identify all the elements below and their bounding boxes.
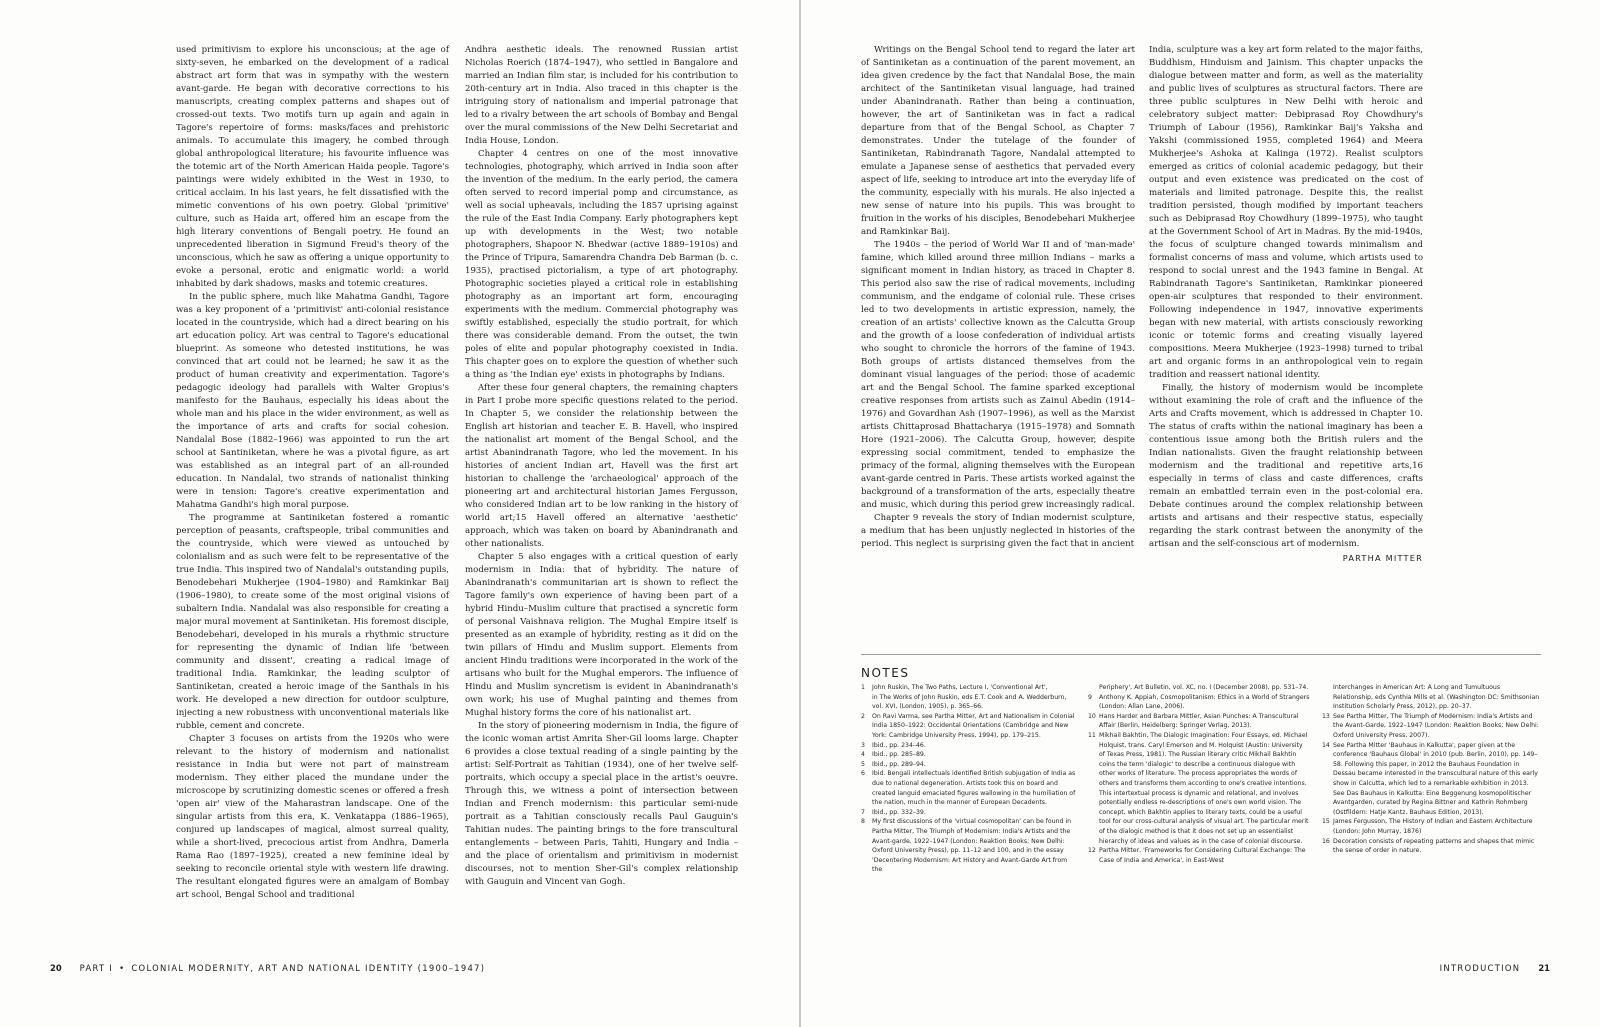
left-page-column-1 <box>176 44 449 902</box>
page-number: 20 <box>50 963 62 973</box>
paragraph: Chapter 5 also engages with a critical question of early modernism in India: that of hybridity. The nature of Abanindranath's communitarian art is shown to reflect the Tagore family's own experience of having been part of a hybrid Hindu–Muslim culture that practised a syncretic form of personal Vaishnava religion. The Mughal Empire itself is presented as an example of hybridity, resting as it did on the twin pillars of Hindu and Muslim support. Elements from ancient Hindu traditions were incorporated in the work of the artisans who built for the Mughal emperors. The influence of Hindu and Muslim syncretism is evident in Abanindranath's own work; his use of Mughal painting and themes from Mughal history forms the core of his nationalist art. <box>465 552 738 718</box>
paragraph: In the story of pioneering modernism in India, the figure of the iconic woman artist Amrita Sher-Gil looms large. Chapter 6 provides a close textual reading of a single painting by the artist: Self-Portrait as Tahitian (1934), one of her twelve self-portraits, which occupy a special place in the artist's oeuvre. Through this, we witness a point of intersection between Indian and French modernism: this particular semi-nude portrait as a Tahitian consciously recalls Paul Gauguin's Tahitian nudes. The painting brings to the fore transcultural entanglements – between Paris, Tahiti, Hungary and India – and the place of orientalism and primitivism in modernist discourses, not to mention Sher-Gil's complex relationship with Gauguin and Vincent van Gogh. <box>465 721 738 887</box>
note-item: 15 James Fergusson, The History of Indian and Eastern Architecture (London: John Murray, 1876) <box>1322 818 1533 835</box>
note-item: 13 See Partha Mitter, The Triumph of Modernism: India's Artists and the Avant-Garde, 1922–1947 (London: Reaktion Books; New Delhi: Oxford University Press, 2007). <box>1322 712 1539 739</box>
paragraph: Andhra aesthetic ideals. The renowned Russian artist Nicholas Roerich (1874–1947), who settled in Bangalore and married an Indian film star, is included for his contribution to 20th-century art in India. Also traced in this chapter is the intriguing story of nationalism and imperial patronage that led to a rivalry between the art schools of Bombay and Bengal over the mural commissions of the New Delhi Secretariat and India House, London. <box>465 45 738 146</box>
author-signature: PARTHA MITTER <box>1342 553 1423 563</box>
note-item: in The Works of John Ruskin, eds E.T. Cook and A. Wedderburn, vol. XVI, (London, 1905), p. 365–66. <box>872 693 1067 711</box>
paragraph: used primitivism to explore his unconscious; at the age of sixty-seven, he embarked on the development of a radical abstract art form that was in sympathy with the western avant-garde. He began with decorative corrections to his manuscripts, creating complex patterns and shapes out of crossed-out texts. Two motifs turn up again and again in Tagore's repertoire of forms: masks/faces and prehistoric animals. To accumulate this imagery, he combed through global anthropological literature; his favourite influence was the totemic art of the North American Haida people. Tagore's paintings were widely exhibited in the West in 1930, to critical acclaim. In his last years, he felt dissatisfied with the mimetic conventions of his own poetry. Global 'primitive' culture, such as Haida art, offered him an escape from the high literary conventions of Bengali poetry. He found an unprecedented liberation in Sigmund Freud's theory of the unconscious, which he saw as offering a unique opportunity to evoke a personal, erotic and enigmatic world: a world inhabited by dark shadows, masks and totemic creatures. <box>176 45 450 289</box>
paragraph: Finally, the history of modernism would be incomplete without examining the role of craft and the influence of the Arts and Crafts movement, which is addressed in Chapter 10. The status of crafts within the national imaginary has been a contentious issue among both the British rulers and the Indian nationalists. Given the fraught relationship between modernism and the traditional and repetitive arts,16 especially in terms of class and caste differences, crafts remain an embattled terrain even in the post-colonial era. Debate continues around the complex relationship between artists and artisans and their respective status, especially regarding the stark contrast between the anonymity of the artisan and the self-conscious art of modernism. <box>1149 383 1423 549</box>
notes-column-2 <box>1088 683 1310 865</box>
paragraph: The programme at Santiniketan fostered a romantic perception of peasants, craftspeople, tribal communities and the countryside, which were viewed as untouched by colonialism and as such were felt to be representative of the true India. This inspired two of Nandalal's outstanding pupils, Benodebehari Mukherjee (1904–1980) and Ramkinkar Baij (1906–1980), to create some of the most original visions of subaltern India. Nandalal was also responsible for creating a major mural movement at Santiniketan. His foremost disciple, Benodebehari, developed in his murals a rhythmic structure for representing the dynamic of Indian life 'between community and dissent', creating a radical image of traditional India. Ramkinkar, the leading sculptor of Santiniketan, created a heroic image of the Santhals in his work. He developed a new direction for outdoor sculpture, injecting a new robustness with unconventional materials like rubble, cement and concrete. <box>176 513 449 731</box>
page-number: 21 <box>1538 963 1550 973</box>
right-folio <box>1440 963 1550 973</box>
paragraph: The 1940s – the period of World War II and of 'man-made' famine, which killed around three million Indians – marks a significant moment in Indian history, as traced in Chapter 8. This period also saw the rise of radical movements, including communism, and the endgame of colonial rule. These crises led to two developments in artistic expression, namely, the creation of an artists' collective known as the Calcutta Group and the growth of a loose confederation of individual artists who sought to chronicle the horrors of the famine of 1943. Both groups of artists distanced themselves from the dominant visual languages of the period: those of academic art and the Bengal School. The famine sparked exceptional creative responses from artists such as Zainul Abedin (1914–1976) and Govardhan Ash (1907–1996), as well as the Marxist artists Chittaprosad Bhattacharya (1915–1978) and Somnath Hore (1921–2006). The Calcutta Group, however, despite expressing social commitment, tended to emphasize the primacy of the formal, aligning themselves with the European avant-garde centred in Paris. These artists worked against the background of a transformation of the arts, especially theatre and music, which during this period grew increasingly radical. <box>861 240 1135 510</box>
note-item: 10 Hans Harder and Barbara Mittler, Asian Punches: A Transcultural Affair (Berlin, Heidelberg: Springer Verlag, 2013). <box>1088 712 1299 730</box>
note-item: Interchanges in American Art: A Long and Tumultuous Relationship, eds Cynthia Mills et al. (Washington DC: Smithsonian Institution Scholarly Press, 2012), pp. 20–37. <box>1333 684 1540 711</box>
note-item: 6 Ibid. Bengali intellectuals identified British subjugation of India as due to national degeneration. Artists took this on board and created languid emaciated figures wallowing in the humiliation of the nation, much in the manner of European Decadents. <box>861 770 1076 807</box>
note-item: 2 On Ravi Varma, see Partha Mitter, Art and Nationalism in Colonial India 1850–1922: Occidental Orientations (Cambridge and New York: Cambridge University Press, 1994), pp. 179–215. <box>861 712 1075 739</box>
left-folio <box>50 963 485 973</box>
note-item: 8 My first discussions of the 'virtual cosmopolitan' can be found in Partha Mitter, The Triumph of Modernism: India's Artists and the Avant-garde, 1922–1947 (London: Reaktion Books; New Delhi: Oxford University Press), pp. 11–12 and 100, and in the essay 'Decentering Modernism: Art History and Avant-Garde Art from the <box>861 818 1072 874</box>
note-item: 5 Ibid., pp. 289–94. <box>861 760 926 768</box>
note-item: 14 See Partha Mitter 'Bauhaus in Kalkutta', paper given at the conference 'Bauhaus Global' in 2010 (pub. Berlin, 2010), pp. 149–58. Following this paper, in 2012 the Bauhaus Foundation in Dessau became interested in the transcultural nature of this early show in Calcutta, which led to a remarkable exhibition in 2013. See Das Bauhaus in Kalkutta: Eine Beggenung kosmopolitischer Avantgarden, curated by Regina Bittner and Kathrin Rohmberg (Ostfildern: Hatje Kantz, Bauhaus Edition, 2013). <box>1322 741 1538 816</box>
note-item: 9 Anthony K. Appiah, Cosmopolitanism: Ethics in a World of Strangers (London: Allan Lane, 2006). <box>1088 693 1310 711</box>
note-item: 16 Decoration consists of repeating patterns and shapes that mimic the sense of order in nature. <box>1322 837 1535 855</box>
note-item: 3 Ibid., pp. 234–46. <box>861 741 926 749</box>
left-page <box>0 0 799 1027</box>
running-head-part: PART I <box>79 963 114 973</box>
note-item: 12 Partha Mitter, 'Frameworks for Considering Cultural Exchange: The Case of India and America', in East-West <box>1088 847 1306 864</box>
right-page-column-1 <box>861 44 1135 551</box>
note-item: 11 Mikhail Bakhtin, The Dialogic Imagination: Four Essays, ed. Michael Holquist, trans. Caryl Emerson and M. Holquist (Austin: University of Texas Press, 1981). The Russian literary critic Mikhail Bakhtin coins the term 'dialogic' to describe a continuous dialogue with other works of literature. The process appropriates the words of others and transforms them according to one's creative intentions. This intertextual process is dynamic and relational, and involves potentially endless re-descriptions of one's own world vision. The concept, which Bakhtin applies to literary texts, could be a useful tool for our cross-cultural analysis of visual art. The particular merit of the dialogic method is that it does not set up an essentialist hierarchy of ideas and values as in the case of colonial discourse. <box>1088 731 1309 845</box>
paragraph: In the public sphere, much like Mahatma Gandhi, Tagore was a key proponent of a 'primitivist' anti-colonial resistance located in the countryside, which had a direct bearing on his art education policy. Art was central to Tagore's educational blueprint. As someone who detested institutions, he was convinced that art could not be learned; he saw it as the product of human creativity and experimentation. Tagore's pedagogic ideology had parallels with Walter Gropius's manifesto for the Bauhaus, especially his ideas about the whole man and his place in the wider environment, as well as the importance of arts and crafts for social cohesion. Nandalal Bose (1882–1966) was appointed to run the art school at Santiniketan, where he was a pivotal figure, as art was established as an integral part of an all-rounded education. In Nandalal, two strands of nationalist thinking were in tension: Tagore's creative experimentation and Mahatma Gandhi's high moral purpose. <box>176 292 449 510</box>
note-item: 1 John Ruskin, The Two Paths, Lecture I, 'Conventional Art', <box>861 684 1048 691</box>
running-head-title: INTRODUCTION <box>1439 963 1521 973</box>
right-page-column-2 <box>1149 44 1423 565</box>
note-item: 4 Ibid., pp. 285–89. <box>861 751 926 759</box>
paragraph: After these four general chapters, the remaining chapters in Part I probe more specific questions related to the period. In Chapter 5, we consider the relationship between the English art historian and teacher E. B. Havell, who inspired the nationalist art moment of the Bengal School, and the artist Abanindranath Tagore, who led the movement. In his histories of ancient Indian art, Havell was the first art historian to challenge the 'archaeological' approach of the pioneering art and architectural historian James Fergusson, who considered Indian art to be low ranking in the history of world art;15 Havell offered an alternative 'aesthetic' approach, which was taken on board by Abanindranath and other nationalists. <box>465 383 738 549</box>
paragraph: Chapter 9 reveals the story of Indian modernist sculpture, a medium that has been unjustly neglected in histories of the period. This neglect is surprising given the fact that in ancient <box>861 513 1135 549</box>
notes-heading: NOTES <box>861 666 910 680</box>
paragraph: Chapter 4 centres on one of the most innovative technologies, photography, which arrived in India soon after the invention of the medium. In the early period, the camera often served to record imperial pomp and circumstance, as well as social upheavals, including the 1857 uprising against the rule of the East India Company. Early photographers kept up with developments in the West; two notable photographers, Shapoor N. Bhedwar (active 1889–1910s) and the Prince of Tripura, Samarendra Chandra Deb Barman (b. c. 1935), practised pictorialism, a type of art photography. Photographic societies played a critical role in establishing photography as an important art form, encouraging experiments with the medium. Commercial photography was swiftly established, especially the studio portrait, for which there was considerable demand. From the outset, the twin poles of elite and popular photography coexisted in India. This chapter goes on to explore the question of whether such a thing as 'the Indian eye' exists in photographs by Indians. <box>465 149 738 380</box>
notes-column-1 <box>861 683 1077 875</box>
notes-column-3 <box>1322 683 1540 856</box>
left-page-column-2 <box>465 44 738 889</box>
note-item: 7 Ibid., pp. 332–39. <box>861 808 926 816</box>
paragraph: Chapter 3 focuses on artists from the 1920s who were relevant to the history of modernism and nationalist resistance in India but were not part of mainstream modernism. They either placed the mundane under the microscope by scrutinizing domestic scenes or offered a fresh 'open air' view of the Maharastran landscape. One of the singular artists from this era, K. Venkatappa (1886–1965), conjured up landscapes of magical, almost surreal quality, while a short-lived, precocious artist from Andhra, Damerla Rama Rao (1897–1925), created a new feminine ideal by seeking to reconcile oriental style with western life drawing. The resultant elongated figures were an amalgam of Bombay art school, Bengal School and traditional <box>176 734 449 900</box>
paragraph: Writings on the Bengal School tend to regard the later art of Santiniketan as a continuation of the parent movement, an idea given credence by the fact that Nandalal Bose, the main architect of the Santiniketan visual language, had trained under Abanindranath. Rather than being a continuation, however, the art of Santiniketan was in fact a radical departure from that of the Bengal School, as Chapter 7 demonstrates. Under the tutelage of the founder of Santiniketan, Rabindranath Tagore, Nandalal attempted to emulate a Japanese sense of aesthetics that pervaded every aspect of life, seeking to introduce art into the everyday life of the community, especially with his murals. He also injected a new sense of nature into his pupils. This was brought to fruition in the works of his disciples, Benodebehari Mukherjee and Ramkinkar Baij. <box>861 45 1135 237</box>
notes-divider <box>861 654 1541 655</box>
running-head-title: COLONIAL MODERNITY, ART AND NATIONAL IDENTITY (1900–1947) <box>131 963 486 973</box>
right-page <box>801 0 1600 1027</box>
paragraph: India, sculpture was a key art form related to the major faiths, Buddhism, Hinduism and Jainism. This chapter unpacks the dialogue between matter and form, as well as the materiality and public lives of sculptures as structural factors. There are three public sculptures in New Delhi with heroic and celebratory subject matter: Debiprasad Roy Chowdhury's Triumph of Labour (1956), Ramkinkar Baij's Yaksha and Yakshi (commissioned 1955, completed 1964) and Meera Mukherjee's Ashoka at Kalinga (1972). Realist sculptors emerged as critics of colonial academic pedagogy, but their output and even existence was predicated on the cost of materials and limited patronage. Despite this, the realist tradition persisted, though modified by important teachers such as Debiprasad Roy Chowdhury (1899–1975), who taught at the Government School of Art in Madras. By the mid-1940s, the focus of sculpture changed towards minimalism and formalist concerns of mass and volume, which artists used to respond to social unrest and the 1943 famine in Bengal. At Rabindranath Tagore's Santiniketan, Ramkinkar pioneered open-air sculptures that responded to their environment. Following independence in 1947, innovative experiments began with new material, with artists consciously reworking iconic or totemic forms and creating visually layered compositions. Meera Mukherjee (1923–1998) turned to tribal art and organic forms in an anthropological vein to regain tradition and reassert national identity. <box>1149 45 1423 380</box>
note-item: Periphery', Art Bulletin, vol. XC, no. I (December 2008), pp. 531–74. <box>1099 684 1309 691</box>
running-head-separator: • <box>119 963 126 973</box>
